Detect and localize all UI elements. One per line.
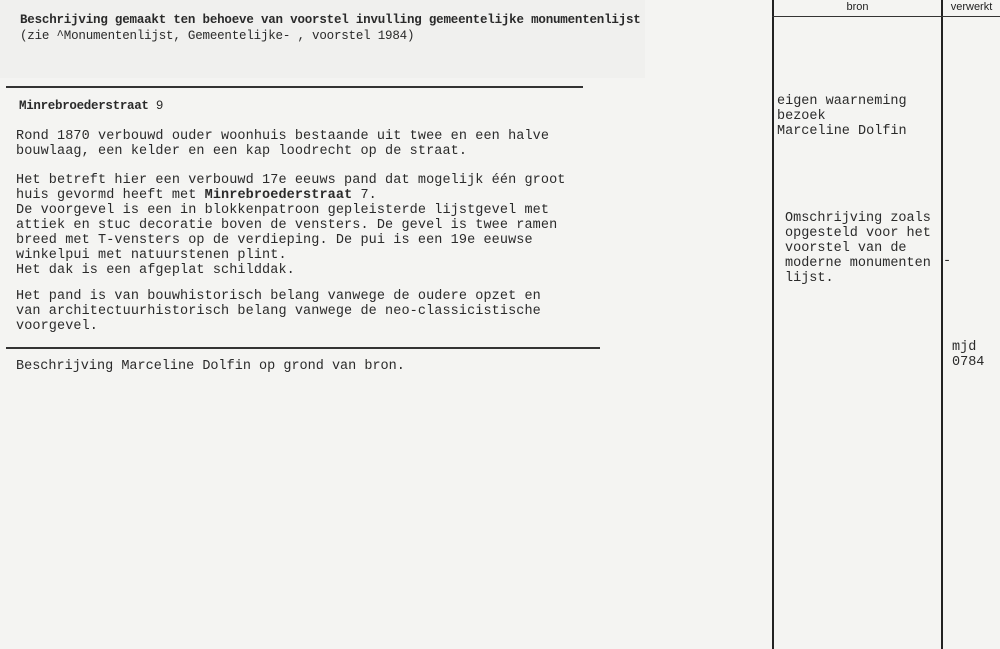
bron-entry-1: eigen waarneming bezoek Marceline Dolfin (777, 94, 907, 139)
divider-top (6, 86, 583, 88)
page-title (19, 99, 163, 113)
verwerkt-entry: mjd 0784 (952, 340, 985, 370)
paragraph-2-pre: Het betreft hier een verbouwd 17e eeuws pand dat mogelijk één groot huis gevormd heeft met (16, 173, 566, 203)
paragraph-2-reference: Minrebroederstraat (204, 188, 353, 203)
column-header-bron: bron (846, 1, 869, 13)
column-divider-verwerkt (941, 0, 943, 649)
paragraph-2-post: De voorgevel is een in blokkenpatroon gepleisterde lijstgevel met attiek en stuc decoratie boven de vensters. De gevel is twee ramen breed met T-vensters op de verdieping. De pui is een 19e eeuwse winkelpui met natuurstenen plint. Het dak is een afgeplat schilddak. (16, 203, 558, 278)
paragraph-1: Rond 1870 verbouwd ouder woonhuis bestaande uit twee en een halve bouwlaag, een kelder en een kap loodrecht op de straat. (16, 129, 550, 159)
column-header-verwerkt: verwerkt (950, 1, 993, 13)
paragraph-2-reference-number: 7. (352, 188, 377, 203)
column-divider-bron (772, 0, 774, 649)
paragraph-3: Het pand is van bouwhistorisch belang vanwege de oudere opzet en van architectuurhistorisch belang vanwege de neo-classicistische voorgevel. (16, 289, 541, 334)
bron-entry-2: Omschrijving zoals opgesteld voor het voorstel van de moderne monumenten lijst. (785, 211, 931, 286)
header-line-2: (zie ^Monumentenlijst, Gemeentelijke- , voorstel 1984) (20, 29, 415, 43)
column-header-rule (772, 16, 1000, 17)
header-text (20, 12, 641, 44)
paragraph-2 (16, 173, 566, 278)
divider-bottom (6, 347, 600, 349)
header-line-1: Beschrijving gemaakt ten behoeve van voorstel invulling gemeentelijke monumentenlijst (20, 13, 641, 27)
footer-note: Beschrijving Marceline Dolfin op grond van bron. (16, 359, 405, 374)
bron-entry-2-dash: - (943, 254, 952, 269)
title-street: Minrebroederstraat (19, 99, 149, 113)
title-number: 9 (155, 99, 164, 113)
